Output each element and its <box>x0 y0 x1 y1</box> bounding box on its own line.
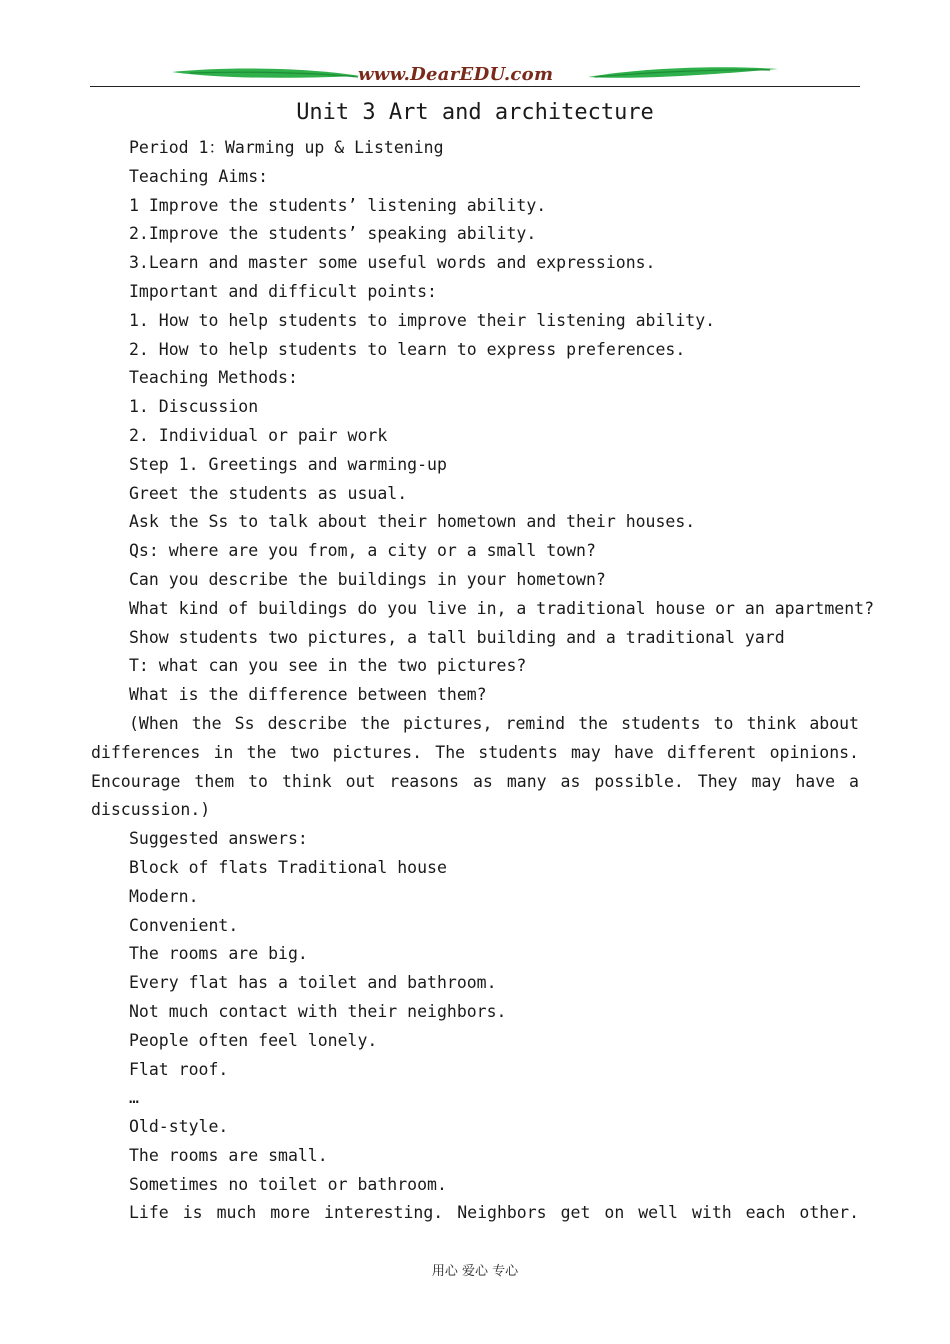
text-line: Modern. <box>129 886 199 906</box>
text-line: Every flat has a toilet and bathroom. <box>129 973 497 993</box>
text-line: 2.Improve the students’ speaking ability. <box>129 224 537 244</box>
text-line: The rooms are small. <box>129 1145 328 1165</box>
site-logo-text: www.DearEDU.com <box>358 64 554 85</box>
page-footer: 用心 爱心 专心 <box>431 1264 519 1279</box>
text-line: Block of flats Traditional house <box>129 857 447 877</box>
text-line: 1. How to help students to improve their listening ability. <box>129 310 716 330</box>
paragraph-line: (When the Ss describe the pictures, remind the students to think about <box>129 713 859 733</box>
text-line: Teaching Aims: <box>129 166 269 186</box>
text-line: 1 Improve the students’ listening ability. <box>129 195 547 215</box>
text-line: 2. How to help students to learn to express preferences. <box>129 339 686 359</box>
text-line: Important and difficult points: <box>129 281 437 301</box>
text-line: What is the difference between them? <box>129 685 487 705</box>
text-line: Convenient. <box>129 915 239 935</box>
document-body <box>91 134 875 1228</box>
paragraph-line: discussion.) <box>91 800 211 820</box>
text-line: Qs: where are you from, a city or a small town? <box>129 541 596 561</box>
text-line: Sometimes no toilet or bathroom. <box>129 1174 447 1194</box>
text-line: Flat roof. <box>129 1059 229 1079</box>
text-line: 1. Discussion <box>129 397 259 417</box>
text-line: Life is much more interesting. Neighbors get on well with each other. <box>129 1203 859 1223</box>
page-header <box>90 60 860 90</box>
text-line: Suggested answers: <box>129 829 308 849</box>
text-line: People often feel lonely. <box>129 1030 378 1050</box>
text-line: What kind of buildings do you live in, a traditional house or an apartment? <box>129 598 875 618</box>
header-rule <box>90 86 860 87</box>
text-line: Show students two pictures, a tall building and a traditional yard <box>129 627 785 647</box>
text-line: The rooms are big. <box>129 944 308 964</box>
text-line: 3.Learn and master some useful words and expressions. <box>129 253 656 273</box>
text-line: T: what can you see in the two pictures? <box>129 656 527 676</box>
text-line: Ask the Ss to talk about their hometown and their houses. <box>129 512 696 532</box>
text-line: Teaching Methods: <box>129 368 298 388</box>
text-line: Period 1：Warming up & Listening <box>129 138 444 157</box>
document-title: Unit 3 Art and architecture <box>296 100 654 125</box>
paragraph-line: Encourage them to think out reasons as many as possible. They may have a <box>91 771 859 791</box>
text-line: … <box>129 1088 139 1108</box>
text-line: Can you describe the buildings in your hometown? <box>129 569 606 589</box>
text-line: Old-style. <box>129 1117 229 1137</box>
text-line: Step 1. Greetings and warming-up <box>129 454 447 474</box>
text-line: Not much contact with their neighbors. <box>129 1001 507 1021</box>
text-line: Greet the students as usual. <box>129 483 408 503</box>
paragraph-line: differences in the two pictures. The students may have different opinions. <box>91 742 859 762</box>
text-line: 2. Individual or pair work <box>129 425 388 445</box>
